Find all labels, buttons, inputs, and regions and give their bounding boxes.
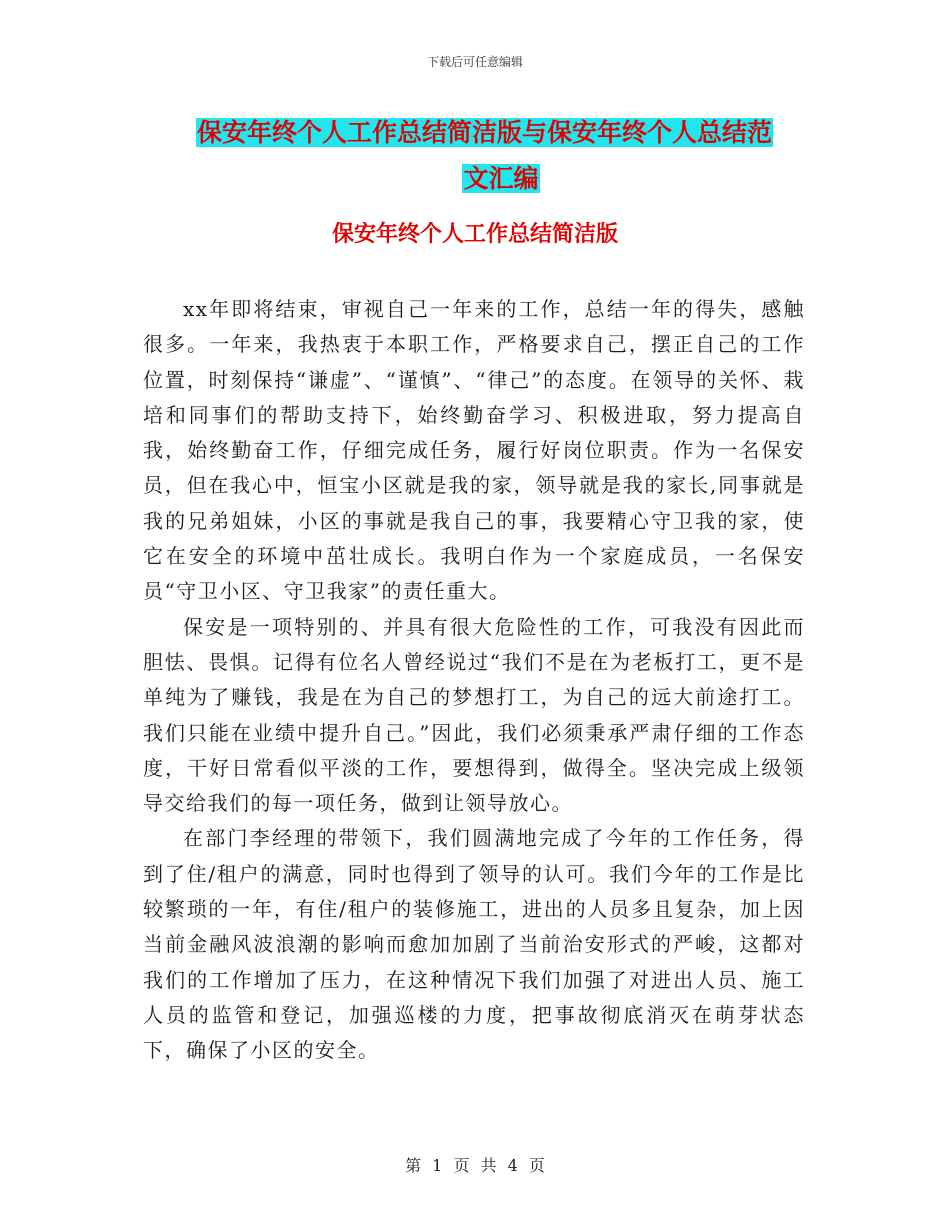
section-title: 保安年终个人工作总结简洁版: [331, 222, 618, 247]
document-title: [196, 110, 806, 202]
page-header-note: 下载后可任意编辑: [426, 55, 523, 69]
document-body: [143, 292, 805, 1069]
page-number-footer: 第 1 页 共 4 页: [405, 1156, 545, 1175]
body-paragraph-1: xx年即将结束，审视自己一年来的工作，总结一年的得失，感触很多。一年来，我热衷于本职工作，严格要求自己，摆正自己的工作位置，时刻保持“谦虚”、“谨慎”、“律己”的态度。在领导的关怀、栽培和同事们的帮助支持下，始终勤奋学习、积极进取，努力提高自我，始终勤奋工作，仔细完成任务，履行好岗位职责。作为一名保安员，但在我心中，恒宝小区就是我的家，领导就是我的家长,同事就是我的兄弟姐妹，小区的事就是我自己的事，我要精心守卫我的家，使它在安全的环境中茁壮成长。我明白作为一个家庭成员，一名保安员“守卫小区、守卫我家”的责任重大。: [143, 297, 805, 604]
document-title-line-2: 文汇编: [463, 164, 539, 193]
body-paragraph-2: 保安是一项特别的、并具有很大危险性的工作，可我没有因此而胆怯、畏惧。记得有位名人曾经说过“我们不是在为老板打工，更不是单纯为了赚钱，我是在为自己的梦想打工，为自己的远大前途打工。我们只能在业绩中提升自己。”因此，我们必须秉承严肃仔细的工作态度，干好日常看似平淡的工作，要想得到，做得全。坚决完成上级领导交给我们的每一项任务，做到让领导放心。: [143, 614, 805, 816]
body-paragraph-3: 在部门李经理的带领下，我们圆满地完成了今年的工作任务，得到了住/租户的满意，同时也得到了领导的认可。我们今年的工作是比较繁琐的一年，有住/租户的装修施工，进出的人员多且复杂，加上因当前金融风波浪潮的影响而愈加加剧了当前治安形式的严峻，这都对我们的工作增加了压力，在这种情况下我们加强了对进出人员、施工人员的监管和登记，加强巡楼的力度，把事故彻底消灭在萌芽状态下，确保了小区的安全。: [143, 826, 805, 1063]
document-title-line-1: 保安年终个人工作总结简洁版与保安年终个人总结范: [197, 118, 773, 147]
